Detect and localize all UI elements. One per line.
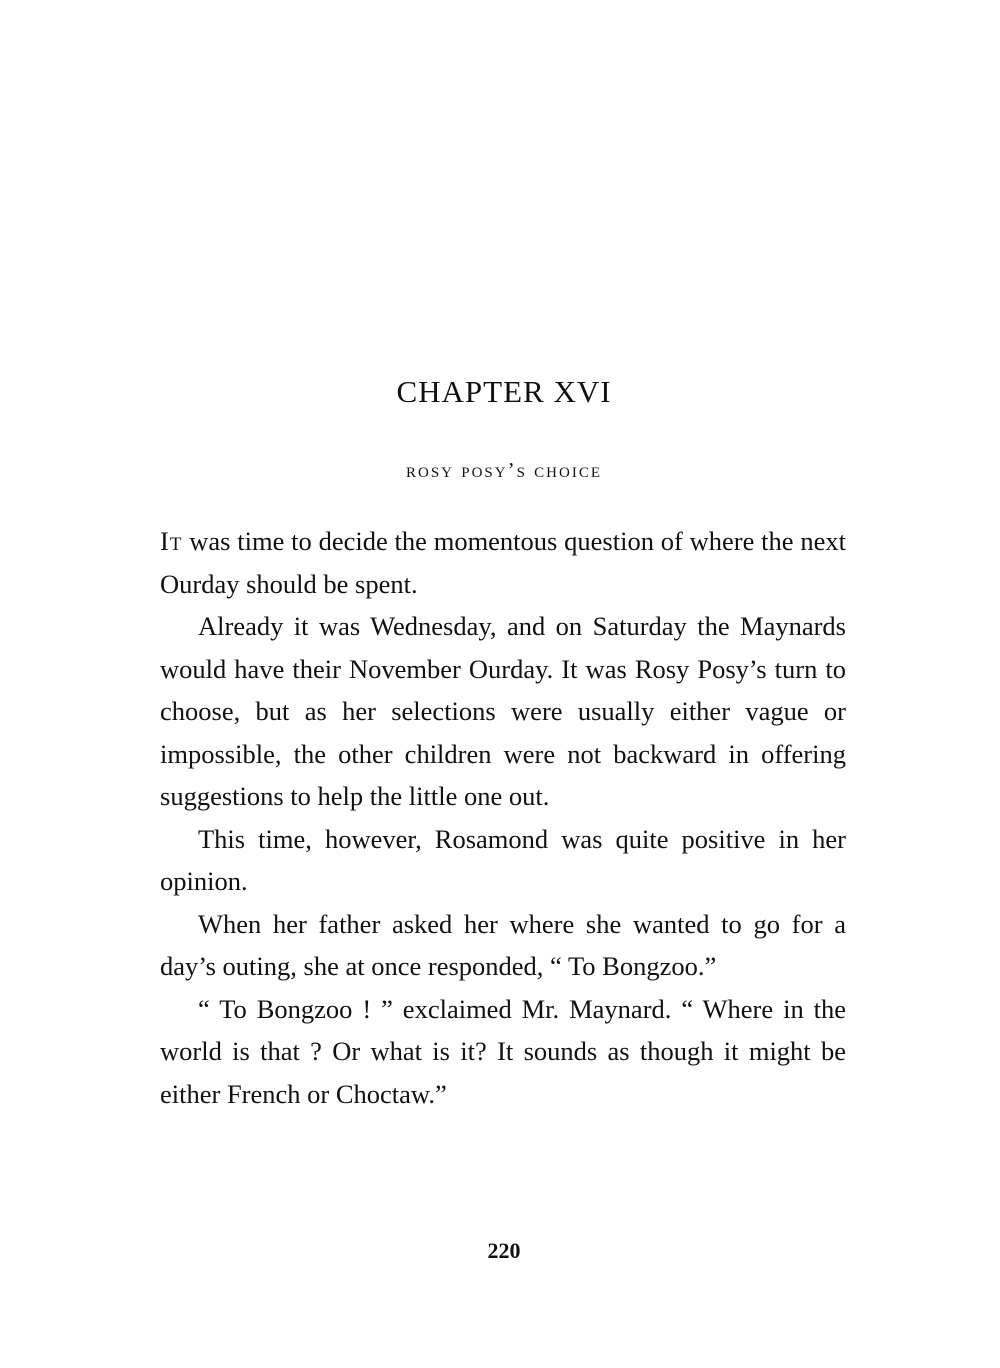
page-number: 220 (487, 1238, 521, 1263)
paragraph-1 (160, 520, 846, 605)
paragraph-1-text: was time to decide the momentous question of where the next Ourday should be spent. (160, 526, 846, 599)
paragraph-2: Already it was Wednesday, and on Saturday the Maynards would have their November Ourday. It was Rosy Posy’s turn to choose, but as her selections were usually either vague or impossible, the other children were not backward in offering suggestions to help the little one out. (160, 611, 846, 811)
paragraph-3: This time, however, Rosamond was quite positive in her opinion. (160, 823, 846, 896)
body-text (160, 520, 846, 1115)
chapter-title: rosy posy’s choice (405, 458, 603, 482)
paragraph-lead-word: It (160, 526, 183, 556)
chapter-heading: CHAPTER XVI (396, 374, 612, 409)
paragraph-5: “ To Bongzoo ! ” exclaimed Mr. Maynard. “ Where in the world is that ? Or what is it? It sounds as though it might be either French or Choctaw.” (160, 993, 846, 1109)
paragraph-4: When her father asked her where she wanted to go for a day’s outing, she at once responded, “ To Bongzoo.” (160, 908, 846, 981)
